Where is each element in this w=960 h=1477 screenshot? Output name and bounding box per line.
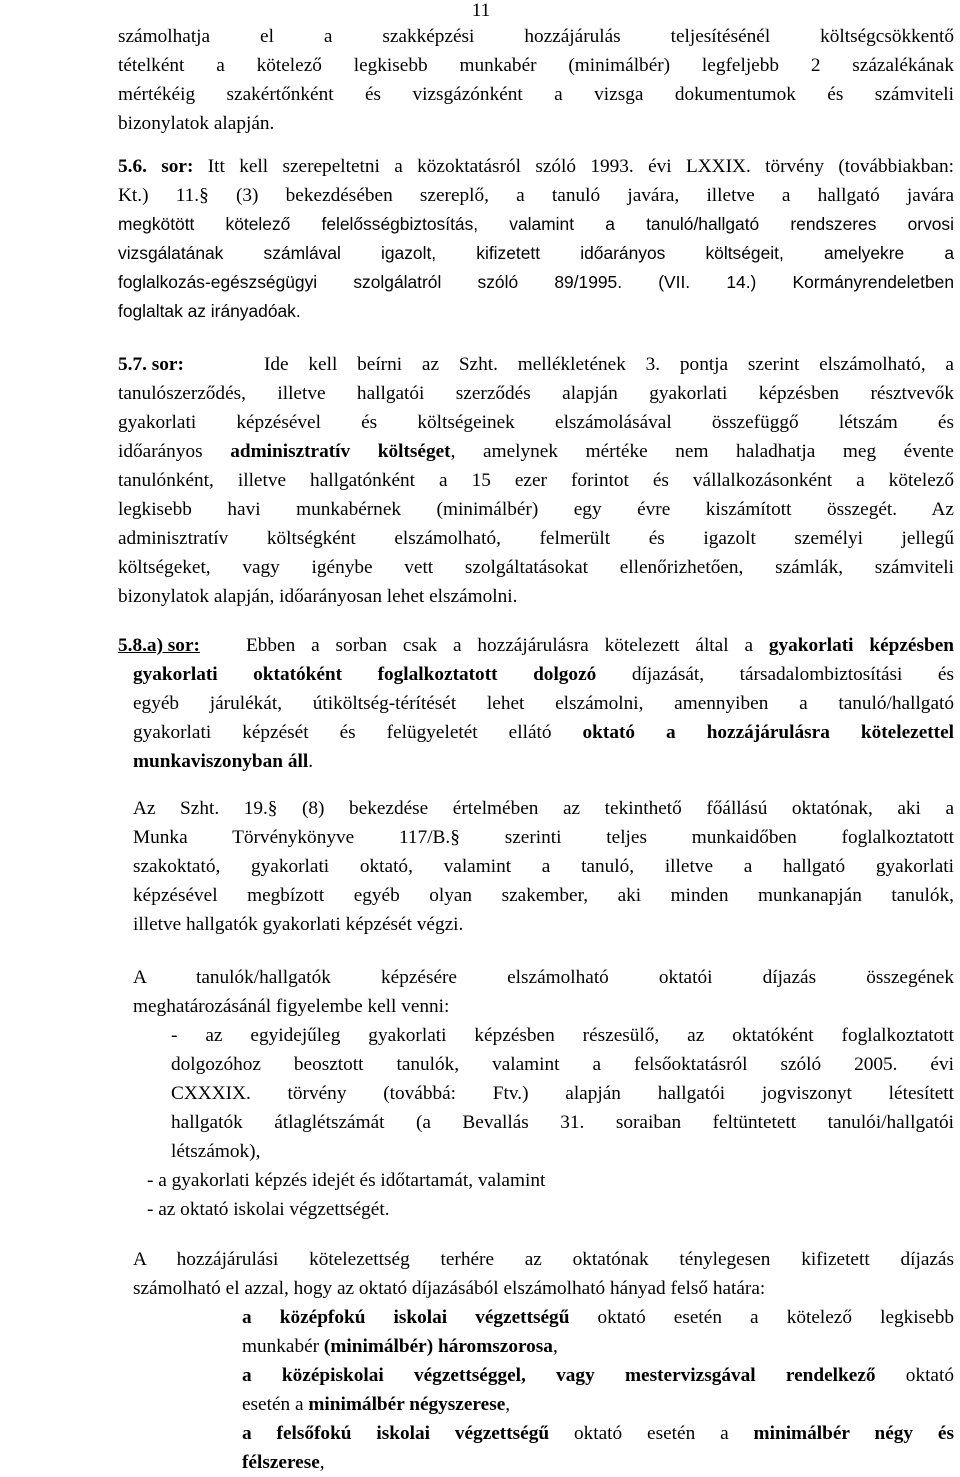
text-line: bizonylatok alapján. xyxy=(118,113,275,134)
bold-run: minimálbér négy és xyxy=(753,1423,954,1444)
text-line xyxy=(242,1303,954,1332)
text-line: egyéb járulékát, útiköltség-térítését lehet elszámolni, amennyiben a tanuló/hallgató xyxy=(133,693,954,714)
list-item-1 xyxy=(171,1021,954,1166)
text-line: dolgozóhoz beosztott tanulók, valamint a felsőoktatásról szóló 2005. évi xyxy=(171,1054,954,1075)
text-run: oktató esetén a xyxy=(549,1423,754,1444)
text-line: tanulószerződés, illetve hallgatói szerződés alapján gyakorlati képzésben résztvevők xyxy=(118,383,954,404)
bold-run: adminisztratív költséget xyxy=(230,441,451,462)
text-line: - az egyidejűleg gyakorlati képzésben részesülő, az oktatóként foglalkoztatott xyxy=(171,1025,954,1046)
text-run: Ebben a sorban csak a hozzájárulásra kötelezett által a xyxy=(246,635,769,656)
text-line xyxy=(118,747,954,776)
text-line: foglalkozás-egészségügyi szolgálatról szóló 89/1995. (VII. 14.) Kormányrendeletben xyxy=(118,272,954,292)
text-line: képzésével megbízott egyéb olyan szakember, aki minden munkanapján tanulók, xyxy=(133,885,954,906)
text-run: Ide kell beírni az Szht. mellékletének 3. pontja szerint elszámolható, a xyxy=(264,354,954,375)
text-run: oktató esetén a kötelező legkisebb xyxy=(569,1307,954,1328)
text-run: esetén a xyxy=(242,1394,309,1415)
text-line: mértékéig szakértőnként és vizsgázónként a vizsga dokumentumok és számviteli xyxy=(118,84,954,105)
paragraph-hozzajarulas xyxy=(133,1245,954,1303)
bold-run: oktató a hozzájárulásra kötelezettel xyxy=(582,722,955,743)
bold-run: félszerese xyxy=(242,1452,320,1473)
text-run: (3) bekezdésében szereplő, a tanuló javára, illetve a hallgató javára xyxy=(208,185,955,206)
bold-run: (minimálbér) háromszorosa xyxy=(323,1336,553,1357)
text-run: gyakorlati képzését és felügyeletét ellátó xyxy=(133,722,583,743)
text-line: legkisebb havi munkabérnek (minimálbér) egy évre kiszámított összegét. Az xyxy=(118,499,954,520)
bold-run: a középfokú iskolai végzettségű xyxy=(242,1307,570,1328)
bold-run: a középiskolai végzettséggel, vagy mestervizsgával rendelkező xyxy=(242,1365,876,1386)
text-line: megkötött kötelező felelősségbiztosítás, valamint a tanuló/hallgató rendszeres orvosi xyxy=(118,214,954,234)
limit-list xyxy=(242,1303,954,1477)
text-run: Az Szht. 19. xyxy=(133,798,268,819)
text-line xyxy=(118,718,954,747)
text-line: költségeket, vagy igénybe vett szolgáltatásokat ellenőrizhetően, számlák, számviteli xyxy=(118,557,954,578)
text-line: hallgatók átlaglétszámát (a Bevallás 31. soraiban feltüntetett tanulói/hallgatói xyxy=(171,1112,954,1133)
bold-run: gyakorlati képzésben xyxy=(768,635,954,656)
text-line xyxy=(118,350,954,379)
list-item-3 xyxy=(147,1195,930,1224)
bold-run: minimálbér négyszerese xyxy=(308,1394,506,1415)
text-line xyxy=(133,823,954,852)
text-line xyxy=(118,660,954,689)
text-line xyxy=(242,1419,954,1448)
bold-run: gyakorlati oktatóként foglalkoztatott dolgozó xyxy=(133,664,597,685)
text-line xyxy=(242,1448,954,1477)
text-line: - a gyakorlati képzés idejét és időtartamát, valamint xyxy=(147,1170,546,1191)
paragraph-continuation xyxy=(118,22,954,138)
text-line xyxy=(133,794,954,823)
paragraph-dijazas xyxy=(133,963,954,1021)
text-line: bizonylatok alapján, időarányosan lehet elszámolni. xyxy=(118,586,518,607)
text-line: gyakorlati képzésével és költségeinek elszámolásával összefüggő létszám és xyxy=(118,412,954,433)
text-line: számolható el azzal, hogy az oktató díjazásából elszámolható hányad felső határa: xyxy=(133,1278,766,1299)
text-line xyxy=(118,152,954,181)
text-run: . xyxy=(308,751,314,772)
text-line: adminisztratív költségként elszámolható, felmerült és igazolt személyi jellegű xyxy=(118,528,954,549)
text-run: , xyxy=(552,1336,558,1357)
bold-run: munkaviszonyban áll xyxy=(133,751,309,772)
page-number: 11 xyxy=(471,0,491,21)
text-run: , xyxy=(319,1452,325,1473)
text-line: tanulónként, illetve hallgatónként a 15 ezer forintot és vállalkozásonként a kötelező xyxy=(118,470,954,491)
text-line: létszámok), xyxy=(171,1141,261,1162)
section-5-8a-main xyxy=(118,631,954,776)
section-label: 5.7. sor: xyxy=(118,354,184,375)
section-sign: § xyxy=(267,798,278,819)
section-5-6 xyxy=(118,152,954,326)
text-run: oktató xyxy=(875,1365,954,1386)
text-run: díjazását, társadalombiztosítási és xyxy=(596,664,954,685)
bold-run: a felsőfokú iskolai végzettségű xyxy=(242,1423,550,1444)
text-line: foglaltak az irányadóak. xyxy=(118,301,301,321)
text-line xyxy=(118,181,954,210)
section-sign: § xyxy=(450,827,460,848)
text-run: szerinti teljes munkaidőben foglalkoztatott xyxy=(459,827,954,848)
text-line xyxy=(242,1390,954,1419)
text-run: Kt.) 11. xyxy=(118,185,200,206)
text-line: tételként a kötelező legkisebb munkabér (minimálbér) legfeljebb 2 százalékának xyxy=(118,55,954,76)
text-line: szakoktató, gyakorlati oktató, valamint a tanuló, illetve a hallgató gyakorlati xyxy=(133,856,954,877)
section-5-7 xyxy=(118,350,954,611)
text-line: CXXXIX. törvény (továbbá: Ftv.) alapján hallgatói jogviszonyt létesített xyxy=(171,1083,954,1104)
text-line: - az oktató iskolai végzettségét. xyxy=(147,1199,390,1220)
text-run: (8) bekezdése értelmében az tekinthető főállású oktatónak, aki a xyxy=(277,798,954,819)
text-line xyxy=(118,631,954,660)
text-run: Itt kell szerepeltetni a közoktatásról szóló 1993. évi LXXIX. törvény (továbbiakban: xyxy=(193,156,954,177)
text-line xyxy=(242,1361,954,1390)
text-line: vizsgálatának számlával igazolt, kifizetett időarányos költségeit, amelyekre a xyxy=(118,243,954,263)
text-line: meghatározásánál figyelembe kell venni: xyxy=(133,996,450,1017)
list-item-2 xyxy=(147,1166,930,1195)
section-label: 5.8.a) sor: xyxy=(118,635,200,656)
text-line: illetve hallgatók gyakorlati képzését végzi. xyxy=(133,914,464,935)
text-line: A hozzájárulási kötelezettség terhére az oktatónak ténylegesen kifizetett díjazás xyxy=(133,1249,954,1270)
section-sign: § xyxy=(199,185,209,206)
text-line: A tanulók/hallgatók képzésére elszámolható oktatói díjazás összegének xyxy=(133,967,954,988)
text-run: Munka Törvénykönyve 117/B. xyxy=(133,827,451,848)
text-run: , xyxy=(505,1394,511,1415)
text-line xyxy=(118,437,954,466)
section-label: 5.6. sor: xyxy=(118,156,194,177)
text-run: , amelynek mértéke nem haladhatja meg évente xyxy=(450,441,954,462)
paragraph-szht xyxy=(133,794,954,939)
text-line: számolhatja el a szakképzési hozzájárulás teljesítésénél költségcsökkentő xyxy=(118,26,954,47)
text-run: időarányos xyxy=(118,441,231,462)
text-run: munkabér xyxy=(242,1336,324,1357)
text-line xyxy=(242,1332,954,1361)
